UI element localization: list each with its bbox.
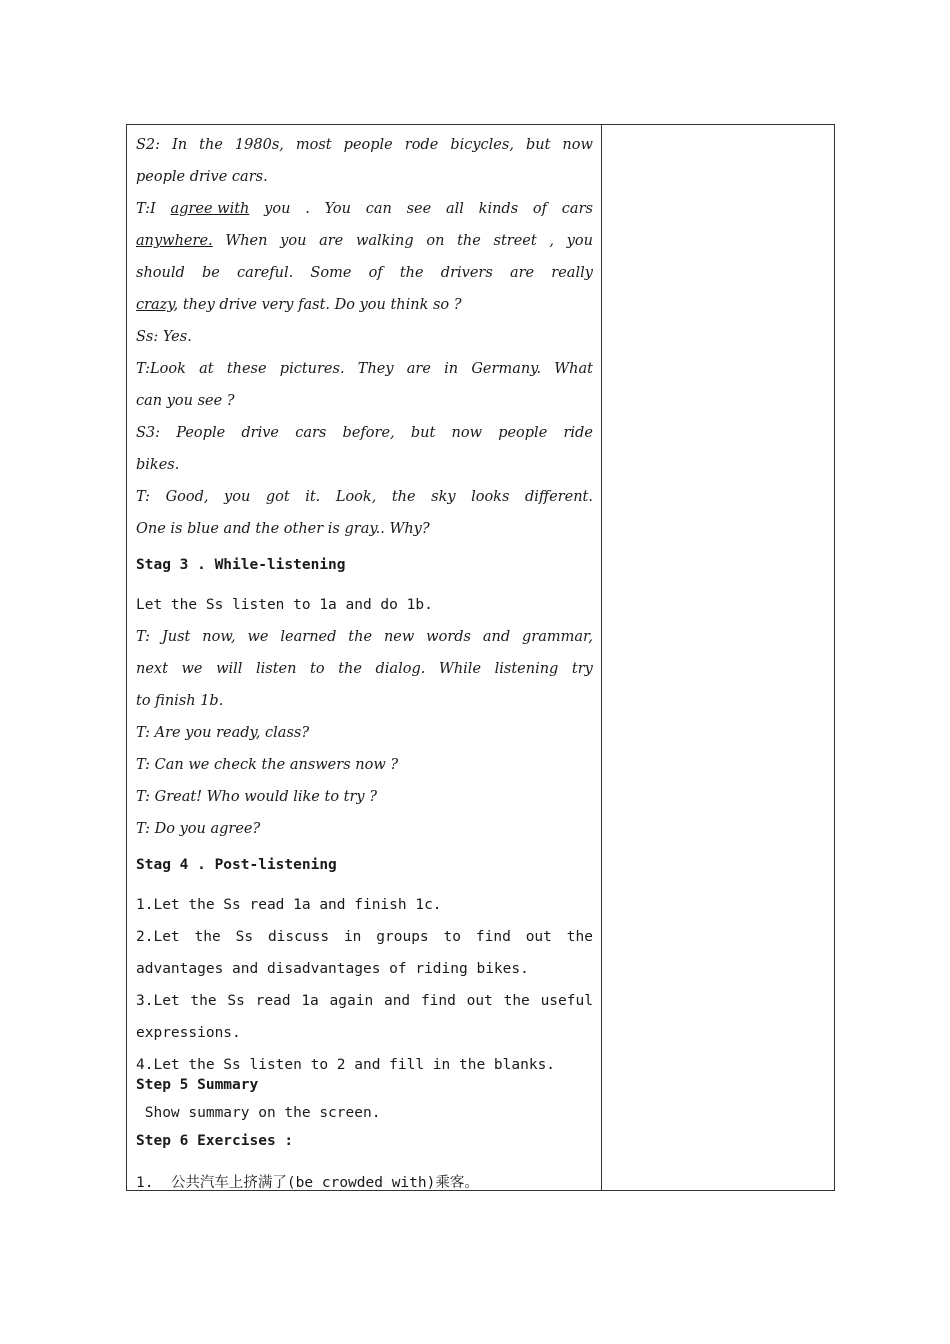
word: on [426,233,445,249]
word: read [255,993,291,1009]
word: 1980s, [234,137,284,153]
word: next [136,661,168,677]
word: you [566,233,593,249]
word: kinds [478,201,519,217]
word: rode [404,137,439,153]
stage3-intro: Let the Ss listen to 1a and do 1b. [136,597,433,613]
dialog-t-look-line2: can you see ? [136,393,235,409]
word: the [391,489,416,505]
word: walking [355,233,414,249]
word: at [199,361,214,377]
dialog-t-look-line1 [136,361,593,377]
word: Just [161,629,191,645]
stage3-t1-line2 [136,661,593,677]
step5-text: Show summary on the screen. [136,1105,381,1121]
step5-heading: Step 5 Summary [136,1077,259,1093]
word: got [265,489,290,505]
word: but [525,137,551,153]
word: people [498,425,548,441]
word: Germany. [471,361,542,377]
word: listen [256,661,297,677]
word: S2: [136,137,161,153]
word: you [280,233,307,249]
dialog-t-line4 [136,297,593,313]
word: be [201,265,220,281]
stage3-t2: T: Are you ready, class? [136,725,310,741]
word: discuss [267,929,330,945]
word: most [295,137,332,153]
word: the [503,993,530,1009]
vocab-crazy: crazy [136,297,174,313]
word: can [365,201,392,217]
word: people [343,137,393,153]
word: to [443,929,462,945]
word: sky [431,489,456,505]
word: listening [494,661,559,677]
word: What [554,361,593,377]
word: anywhere. [136,233,213,249]
word: out [525,929,552,945]
word: different. [524,489,593,505]
word: drivers [440,265,493,281]
word: the [399,265,424,281]
word: are [406,361,431,377]
word: useful [540,993,593,1009]
dialog-t-good-line1 [136,489,593,505]
word: are [509,265,535,281]
word: agree with [170,201,250,217]
stage3-heading: Stag 3 . While-listening [136,557,346,573]
word: Ss [235,929,254,945]
word: the [348,629,373,645]
stage3-t1-line1 [136,629,593,645]
dialog-t-line2 [136,233,593,249]
word: we [181,661,203,677]
word: out [466,993,493,1009]
stage4-item2-line2: advantages and disadvantages of riding bikes. [136,961,529,977]
dialog-t-line4-rest: , they drive very fast. Do you think so ? [173,297,462,313]
word: Look, [335,489,377,505]
step6-heading: Step 6 Exercises : [136,1133,294,1149]
stage4-heading: Stag 4 . Post-listening [136,857,337,873]
word: T: [136,629,151,645]
word: grammar, [522,629,593,645]
step6-item1-number: 1. [136,1175,154,1191]
step6-item1-text: 公共汽车上挤满了(be crowded with)乘客。 [170,1175,479,1191]
word: Good, [165,489,209,505]
word: try [571,661,593,677]
dialog-t-good-line2: One is blue and the other is gray.. Why? [136,521,430,537]
word: find [475,929,511,945]
word: 2.Let [136,929,180,945]
word: You [324,201,351,217]
word: , [549,233,555,249]
dialog-s2-line2: people drive cars. [136,169,268,185]
word: but [410,425,436,441]
word: really [551,265,593,281]
dialog-t-line1 [136,201,593,217]
word: looks [471,489,510,505]
word: the [194,929,221,945]
word: in [444,361,459,377]
word: and [383,993,411,1009]
word: T: [136,489,151,505]
word: see [406,201,432,217]
word: are [319,233,344,249]
stage4-item3-line2: expressions. [136,1025,241,1041]
word: careful. [237,265,294,281]
step6-item1 [136,1171,593,1192]
word: before, [342,425,395,441]
word: learned [280,629,337,645]
word: dialog. [375,661,426,677]
word: Some [310,265,352,281]
column-divider [601,125,602,1190]
word: T:Look [136,361,186,377]
dialog-s2-line1 [136,137,593,153]
word: the [199,137,223,153]
word: all [445,201,464,217]
word: pictures. [279,361,345,377]
word: the [566,929,593,945]
dialog-s3-line2: bikes. [136,457,180,473]
word: In [172,137,188,153]
word: the [190,993,217,1009]
word: we [247,629,269,645]
word: to [310,661,325,677]
word: groups [376,929,429,945]
word: should [136,265,185,281]
word: now, [202,629,236,645]
word: 3.Let [136,993,180,1009]
stage3-t4: T: Great! Who would like to try ? [136,789,377,805]
stage4-item1: 1.Let the Ss read 1a and finish 1c. [136,897,442,913]
stage3-t5: T: Do you agree? [136,821,261,837]
word: the [338,661,362,677]
word: bicycles, [450,137,514,153]
word: of [532,201,548,217]
stage4-item3-line1 [136,993,593,1009]
word: again [329,993,374,1009]
word: now [451,425,482,441]
stage3-t1-line3: to finish 1b. [136,693,224,709]
word: While [438,661,482,677]
word: words [426,629,471,645]
lesson-table [126,124,835,1191]
stage4-item4: 4.Let the Ss listen to 2 and fill in the blanks. [136,1057,556,1073]
word: now [562,137,593,153]
word: cars [561,201,593,217]
word: these [226,361,267,377]
dialog-s3-line1 [136,425,593,441]
stage4-item2-line1 [136,929,593,945]
word: in [343,929,362,945]
word: and [482,629,511,645]
dialog-ss-yes: Ss: Yes. [136,329,192,345]
word: Ss [227,993,245,1009]
word: cars [295,425,327,441]
word: will [216,661,243,677]
word: of [368,265,383,281]
word: . [305,201,310,217]
word: People [176,425,226,441]
dialog-t-line3 [136,265,593,281]
word: new [383,629,415,645]
word: They [357,361,394,377]
word: street [493,233,537,249]
word: ride [563,425,593,441]
word: S3: [136,425,161,441]
word: find [420,993,456,1009]
word: T:I [136,201,156,217]
stage3-t3: T: Can we check the answers now ? [136,757,399,773]
word: you [264,201,291,217]
word: 1a [301,993,319,1009]
word: it. [305,489,321,505]
word: When [225,233,268,249]
word: drive [241,425,279,441]
word: the [457,233,481,249]
word: you [224,489,251,505]
